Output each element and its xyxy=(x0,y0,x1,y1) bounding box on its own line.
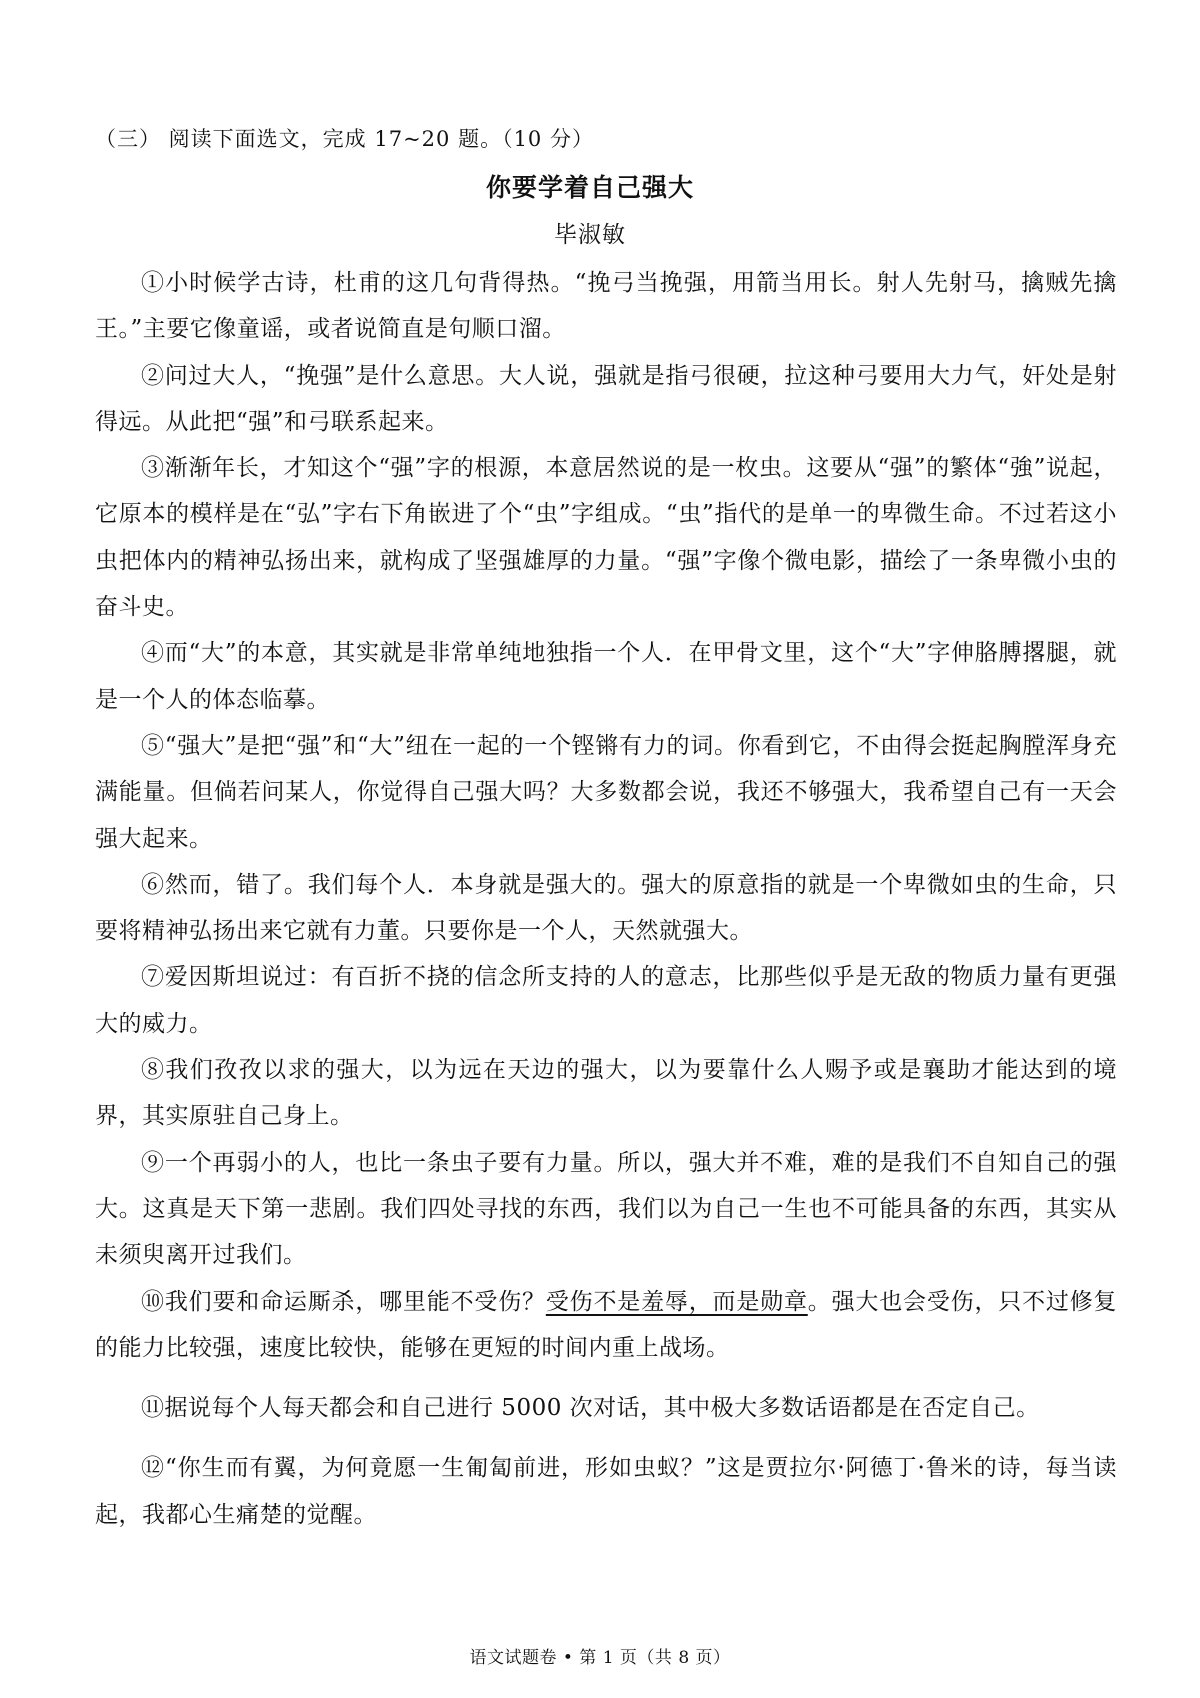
paragraph-10 xyxy=(95,1279,1117,1372)
paragraph-7: ⑦爱因斯坦说过：有百折不挠的信念所支持的人的意志，比那些似乎是无敌的物质力量有更强大的威力。 xyxy=(95,964,1117,1037)
paragraph-6: ⑥然而，错了。我们每个人．本身就是强大的。强大的原意指的就是一个卑微如虫的生命，只要将精神弘扬出来它就有力董。只要你是一个人，天然就强大。 xyxy=(95,871,1117,945)
paragraph-2: ②问过大人，“挽强”是什么意思。大人说，强就是指弓很硬，拉这种弓要用大力气，奸处是射得远。从此把“强”和弓联系起来。 xyxy=(95,362,1117,435)
paragraph-3: ③渐渐年长，才知这个“强”字的根源，本意居然说的是一枚虫。这要从“强”的繁体“強”说起，它原本的模样是在“弘”字右下角嵌进了个“虫”字组成。“虫”指代的是单一的卑微生命。不过若这小虫把体内的精神弘扬出来，就构成了坚强雄厚的力量。“强”字像个微电影，描绘了一条卑微小虫的奋斗史。 xyxy=(95,455,1117,621)
paragraph-4: ④而“大”的本意，其实就是非常单纯地独指一个人．在甲骨文里，这个“大”字伸胳膊撂腿，就是一个人的体态临摹。 xyxy=(95,640,1117,713)
section-header: （三） 阅读下面选文，完成 17~20 题。（10 分） xyxy=(95,127,594,151)
paragraph-10-part-2: 。强大也会受伤，只不过修复的能力比较强，速度比较快，能够在更短的时间内重上战场。 xyxy=(95,1288,1117,1361)
paragraph-12: ⑫“你生而有翼，为何竟愿一生匍匐前进，形如虫蚁？”这是贾拉尔·阿德丁·鲁米的诗，每当读起，我都心生痛楚的觉醒。 xyxy=(95,1455,1117,1528)
paragraph-11: ⑪据说每个人每天都会和自己进行 5000 次对话，其中极大多数话语都是在否定自己。 xyxy=(141,1395,1040,1422)
paragraph-10-part-1: ⑩我们要和命运厮杀，哪里能不受伤？ xyxy=(141,1288,546,1315)
paragraph-9: ⑨一个再弱小的人，也比一条虫子要有力量。所以，强大并不难，难的是我们不自知自己的强大。这真是天下第一悲剧。我们四处寻找的东西，我们以为自己一生也不可能具备的东西，其实从未须臾离开过我们。 xyxy=(95,1149,1117,1269)
page-footer: 语文试题卷 • 第 1 页（共 8 页） xyxy=(469,1648,731,1668)
paragraph-8: ⑧我们孜孜以求的强大，以为远在天边的强大，以为要靠什么人赐予或是襄助才能达到的境界，其实原驻自己身上。 xyxy=(95,1057,1117,1130)
paragraph-5: ⑤“强大”是把“强”和“大”纽在一起的一个铿锵有力的词。你看到它，不由得会挺起胸膛浑身充满能量。但倘若问某人，你觉得自己强大吗？大多数都会说，我还不够强大，我希望自己有一天会强大起来。 xyxy=(95,732,1117,852)
article-body xyxy=(95,260,1117,1538)
paragraph-1: ①小时候学古诗，杜甫的这几句背得热。“挽弓当挽强，用箭当用长。射人先射马，擒贼先擒王。”主要它像童谣，或者说简直是句顺口溜。 xyxy=(95,270,1117,343)
underlined-sentence: 受伤不是羞辱，而是勋章 xyxy=(545,1288,808,1315)
article-title: 你要学着自己强大 xyxy=(485,173,694,202)
article-author: 毕淑敏 xyxy=(554,222,626,248)
